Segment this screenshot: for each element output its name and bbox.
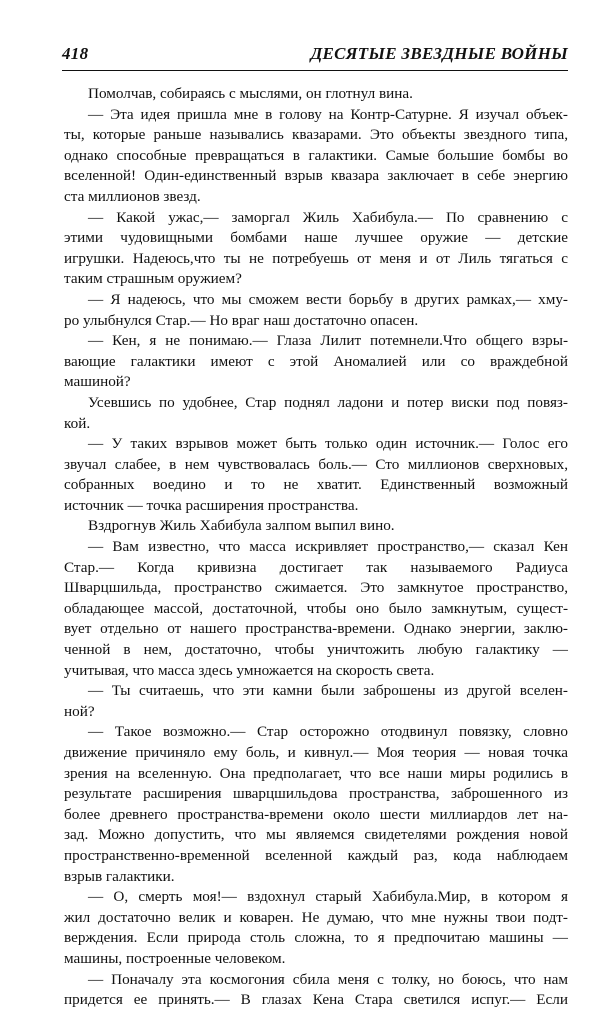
text-line: — О, смерть моя!— вздохнул старый Хабибула.Мир, в котором я [88,888,568,906]
text-line: результате расширения шварцшильдова пространства, заброшенного из [64,785,568,803]
text-line: источник — точка расширения пространства. [64,496,359,514]
text-line: ста миллионов звезд. [64,187,201,205]
text-line: пространственно-временной вселенной каждый раз, кода наблюдаем [64,846,568,864]
text-line: — Какой ужас,— заморгал Жиль Хабибула.— По сравнению с [88,208,568,226]
text-line: — Вам известно, что масса искривляет пространство,— сказал Кен [88,538,568,556]
text-line: взрыв галактики. [64,867,175,885]
text-line: игрушки. Надеюсь,что ты не потребуешь от меня и от Лиль тягаться с [64,249,568,267]
text-line: — Я надеюсь, что мы сможем вести борьбу в других рамках,— хму- [88,290,568,308]
text-line: собранных воедино и то не хватит. Единственный возможный [64,476,568,494]
text-line: Шварцшильда, пространство сжимается. Это замкнутое пространство, [64,579,568,597]
text-line: ро улыбнулся Стар.— Но враг наш достаточно опасен. [64,311,419,329]
text-line: Вздрогнув Жиль Хабибула залпом выпил вино. [88,517,395,535]
text-line: жил достаточно велик и коварен. Не думаю, что мне нужны твои подт- [64,908,568,926]
header-rule [62,70,568,71]
text-line: Помолчав, собираясь с мыслями, он глотнул вина. [88,85,413,102]
text-line: — Такое возможно.— Стар осторожно отодвинул повязку, словно [88,723,568,741]
text-line: вселенной! Один-единственный взрыв квазара заключает в себе энергию [64,167,568,185]
text-line: Стар.— Когда кривизна достигает так называемого Радиуса [64,558,568,576]
text-line: обладающее массой, достаточной, чтобы оно было замкнутым, сущест- [64,599,568,617]
text-line: зрения на вселенную. Она предполагает, что все наши миры родились в [64,764,568,782]
running-title: ДЕСЯТЫЕ ЗВЕЗДНЫЕ ВОЙНЫ [310,44,568,63]
text-line: вует отдельно от нашего пространства-времени. Однако энергии, заклю- [64,620,568,638]
running-header [62,44,568,64]
text-line: верждения. Если природа столь сложна, то я предпочитаю машины — [64,929,568,947]
text-line: ной? [64,702,95,720]
text-line: вающие галактики имеют с этой Аномалией или со враждебной [64,352,568,370]
text-line: машиной? [64,373,131,391]
text-line: этими чудовищными бомбами наше лучшее оружие — детские [64,229,568,247]
body-text [64,84,568,1011]
text-line: — Кен, я не понимаю.— Глаза Лилит потемнели.Что общего взры- [88,332,568,350]
text-line: — Эта идея пришла мне в голову на Контр-Сатурне. Я изучал объек- [88,105,568,123]
text-line: ты, которые раньше назывались квазарами. Это объекты звездного типа, [64,126,568,144]
text-line: — Поначалу эта космогония сбила меня с толку, но боюсь, что нам [88,970,568,988]
text-line: звучал слабее, в нем чувствовалась боль.— Сто миллионов сверхновых, [64,455,568,473]
text-line: Усевшись по удобнее, Стар поднял ладони и потер виски под повяз- [88,393,568,411]
text-line: учитывая, что масса здесь умножается на скорость света. [64,661,435,679]
text-line: однако способные превращаться в галактики. Самые большие бомбы во [64,146,568,164]
text-line: кой. [64,414,91,432]
text-line: таким страшным оружием? [64,270,242,288]
page-number: 418 [62,44,89,63]
text-line: более древнего пространства-времени около шести миллиардов лет на- [64,805,568,823]
text-line: зад. Можно допустить, что мы являемся свидетелями рождения новой [64,826,568,844]
text-line: ченной в нем, достаточно, чтобы уничтожить любую галактику — [64,641,568,659]
text-line: — У таких взрывов может быть только один источник.— Голос его [88,435,568,453]
text-line: движение причиняло ему боль, и кивнул.— Моя теория — новая точка [64,744,568,761]
text-line: — Ты считаешь, что эти камни были заброшены из другой вселен- [88,682,568,700]
text-line: машины, построенные человеком. [64,949,286,967]
text-line: придется ее принять.— В глазах Кена Стара светился испуг.— Если [64,991,568,1009]
